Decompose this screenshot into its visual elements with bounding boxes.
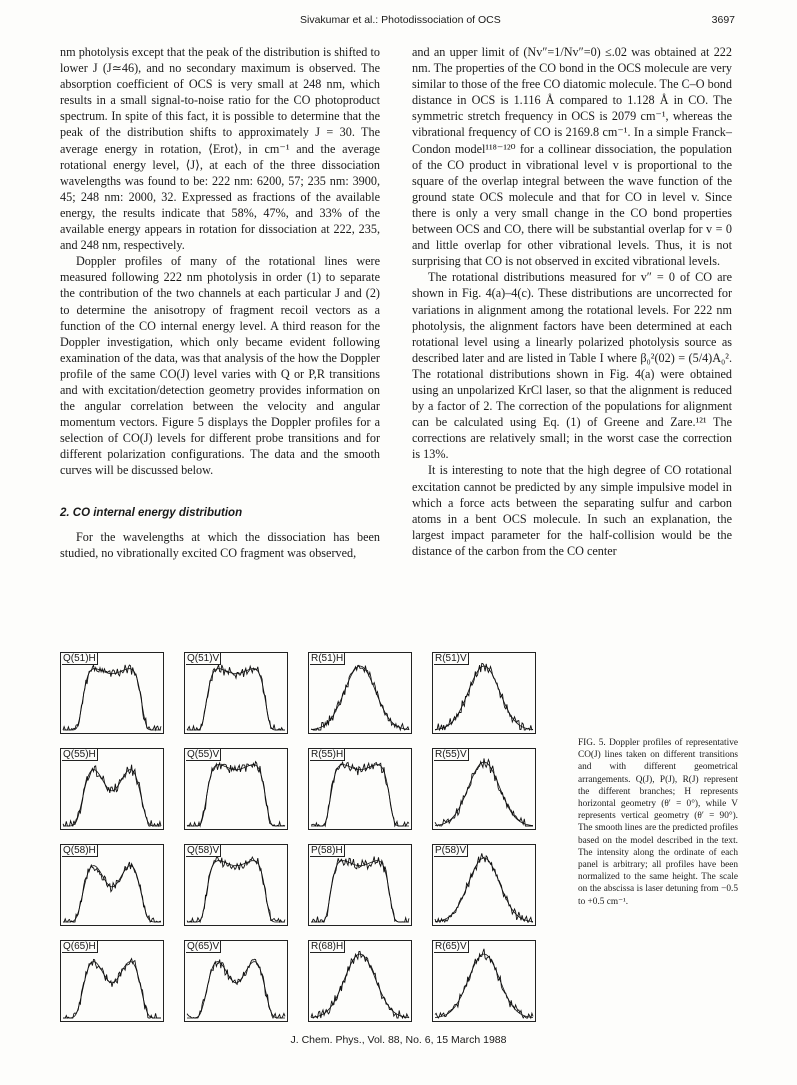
measured-profile-line: [435, 758, 533, 826]
panel-label: P(58)H: [311, 845, 343, 856]
measured-profile-line: [311, 951, 409, 1018]
panel-label: R(55)V: [435, 749, 467, 760]
panel-label: Q(58)H: [63, 845, 96, 856]
panel-label: Q(55)V: [187, 749, 220, 760]
predicted-profile-line: [63, 866, 161, 922]
panel-label: Q(51)V: [187, 653, 220, 664]
right-paragraph-1: and an upper limit of (Nv″=1/Nv″=0) ≤.02 was obtained at 222 nm. The properties of the CO bond in the OCS molecule are very similar to those of the free CO diatomic molecule. The C–O bond distance in OCS is 1.116 Å compared to 1.128 Å in CO. The symmetric stretch frequency in OCS is 2079 cm⁻¹, whereas the vibrational frequency of CO is 2169.8 cm⁻¹. In a simple Franck–Condon model¹¹⁸⁻¹²⁰ for a collinear dissociation, the population of the CO product in vibrational level v is proportional to the square of the overlap integral between the wave function of the ground state OCS molecule and that for CO in level v. Since there is only a very small change in the CO bond properties between OCS and CO, there will be substantial overlap for v = 0 and little overlap for other vibrational levels. Thus, it is not surprising that CO is not observed in excited vibrational levels.: [412, 45, 732, 269]
measured-profile-line: [187, 857, 285, 922]
panel-label: R(55)H: [311, 749, 344, 760]
right-paragraph-3: It is interesting to note that the high degree of CO rotational excitation cannot be predicted by any simple impulsive model in which a force acts between the separating sulfur and carbon atoms in a bent OCS molecule. In such an explanation, the largest impact parameter for the half-collision would be the distance of the carbon from the CO center: [412, 463, 732, 558]
panel-label: Q(58)V: [187, 845, 220, 856]
profile-panel-p58v: [432, 844, 536, 926]
predicted-profile-line: [311, 765, 409, 826]
panel-label: P(58)V: [435, 845, 467, 856]
panel-label: R(65)V: [435, 941, 467, 952]
predicted-profile-line: [63, 770, 161, 826]
left-column: [60, 44, 380, 561]
predicted-profile-line: [187, 765, 285, 826]
measured-profile-line: [187, 762, 285, 826]
left-paragraph-3: For the wavelengths at which the dissociation has been studied, no vibrationally excited CO fragment was observed,: [60, 529, 380, 560]
profile-panel-r51v: [432, 652, 536, 734]
panel-label: Q(51)H: [63, 653, 96, 664]
left-paragraph-1: nm photolysis except that the peak of the distribution is shifted to lower J (J≃46), and no secondary maximum is observed. The absorption coefficient of OCS is very small at 248 nm, which results in a small signal-to-noise ratio for the CO photoproduct spectrum. In spite of this fact, it is possible to determine that the peak of the distribution shifts to approximately J = 30. The average energy in rotation, ⟨Erot⟩, in cm⁻¹ and the average rotational energy level, ⟨J⟩, at each of the three dissociation wavelengths was found to be: 222 nm: 6200, 57; 235 nm: 3900, 45; 248 nm: 2000, 32. Expressed as fractions of the available energy, the results indicate that 58%, 47%, and 33% of the available energy appears in rotation for dissociation at 222, 235, and 248 nm, respectively.: [60, 45, 380, 253]
section-heading: 2. CO internal energy distribution: [60, 506, 243, 519]
panel-label: Q(65)V: [187, 941, 220, 952]
figure-5-doppler-profiles: [60, 652, 560, 1022]
predicted-profile-line: [435, 954, 533, 1018]
measured-profile-line: [63, 665, 161, 730]
profile-panel-q58v: [184, 844, 288, 926]
measured-profile-line: [435, 853, 533, 922]
panel-label: Q(55)H: [63, 749, 96, 760]
predicted-profile-line: [311, 861, 409, 922]
right-column: [412, 44, 732, 559]
page-number: 3697: [711, 14, 735, 26]
profile-panel-q51v: [184, 652, 288, 734]
measured-profile-line: [187, 665, 285, 730]
profile-panel-q58h: [60, 844, 164, 926]
panel-label: Q(65)H: [63, 941, 96, 952]
profile-panel-p58h: [308, 844, 412, 926]
panel-label: R(68)H: [311, 941, 344, 952]
profile-panel-r51h: [308, 652, 412, 734]
measured-profile-line: [311, 665, 409, 730]
profile-panel-r65v: [432, 940, 536, 1022]
profile-panel-q51h: [60, 652, 164, 734]
measured-profile-line: [311, 857, 409, 923]
right-paragraph-2: The rotational distributions measured for v″ = 0 of CO are shown in Fig. 4(a)–4(c). These distributions are uncorrected for variations in alignment among the rotational levels. For 222 nm photolysis, the alignment factors have been determined at each rotational level using a linearly polarized photolysis source as described later and are listed in Table I where β₀²(02) = (5/4)A₀². The rotational distributions shown in Fig. 4(a) were obtained using an unpolarized KrCl laser, so that the alignment is reduced by a factor of 2. The correction of the populations for alignment can be calculated using Eq. (1) of Greene and Zare.¹²¹ The corrections are relatively small; in the worst case the correction is 13%.: [412, 270, 732, 462]
predicted-profile-line: [435, 858, 533, 922]
profile-panel-q55v: [184, 748, 288, 830]
profile-panel-q65v: [184, 940, 288, 1022]
profile-panel-r55v: [432, 748, 536, 830]
profile-panel-r68h: [308, 940, 412, 1022]
profile-panel-q55h: [60, 748, 164, 830]
panel-label: R(51)H: [311, 653, 344, 664]
profile-panel-q65h: [60, 940, 164, 1022]
running-header-title: Sivakumar et al.: Photodissociation of OCS: [300, 14, 501, 26]
measured-profile-line: [311, 762, 409, 826]
predicted-profile-line: [311, 954, 409, 1018]
measured-profile-line: [435, 949, 533, 1018]
predicted-profile-line: [187, 962, 285, 1018]
figure-caption: FIG. 5. Doppler profiles of representative CO(J) lines taken on different transitions and with different geometrical arrangements. Q(J), P(J), R(J) represent the different branches; H represents horizontal geometry (θ′ = 0°), while V represents vertical geometry (θ′ = 90°). The smooth lines are the predicted profiles based on the model described in the text. The intensity along the ordinate of each panel is arbitrary; all profiles have been normalized to the same height. The scale on the abscissa is laser detuning from −0.5 to +0.5 cm⁻¹.: [578, 738, 738, 907]
journal-footer: J. Chem. Phys., Vol. 88, No. 6, 15 March 1988: [290, 1034, 507, 1046]
profile-panel-r55h: [308, 748, 412, 830]
predicted-profile-line: [311, 666, 409, 730]
panel-label: R(51)V: [435, 653, 467, 664]
left-paragraph-2: Doppler profiles of many of the rotational lines were measured following 222 nm photolysis in order (1) to separate the contribution of the two channels at each particular J and (2) to determine the anisotropy of fragment recoil vectors as a function of the CO internal energy level. A third reason for the Doppler investigation, which only became evident following examination of the data, was that analysis of the how the Doppler profile of the same CO(J) level varies with Q or P,R transitions and with excitation/detection geometry provides information on the angular correlation between the velocity and angular momentum vectors. Figure 5 displays the Doppler profiles for a selection of CO(J) levels for different probe transitions and for different polarization configurations. The data and the smooth curves will be discussed below.: [60, 254, 380, 478]
predicted-profile-line: [63, 962, 161, 1018]
measured-profile-line: [435, 663, 533, 730]
predicted-profile-line: [435, 762, 533, 826]
